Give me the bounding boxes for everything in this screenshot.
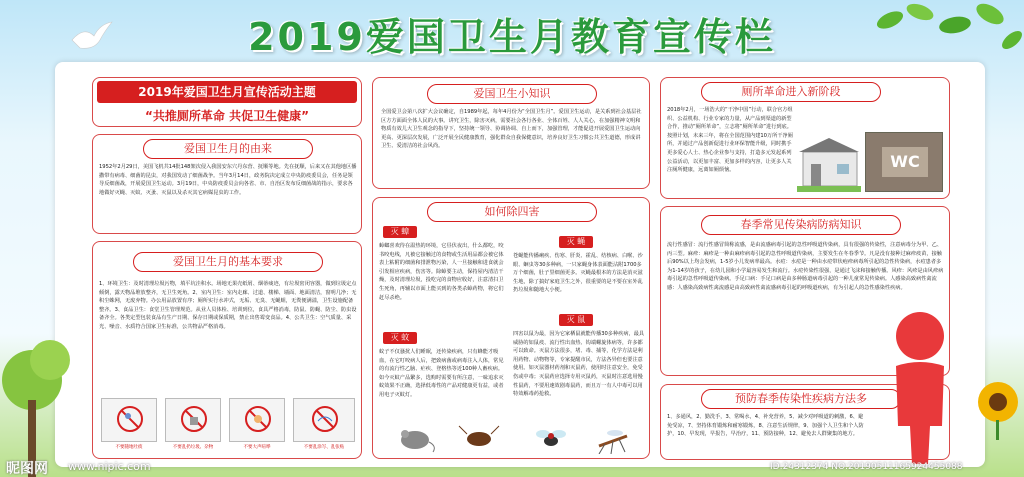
mosquito-icon — [591, 424, 635, 454]
pests-panel — [372, 197, 650, 459]
pests-header: 如何除四害 — [427, 202, 597, 222]
cockroach-icon — [457, 424, 501, 454]
no-spitting-icon — [102, 399, 158, 443]
caption-noise: 不要大声喧哗 — [243, 445, 271, 450]
rat-tag: 灭 鼠 — [559, 314, 593, 326]
knowledge-header: 爱国卫生小知识 — [427, 84, 597, 104]
cockroach-tag: 灭 蟑 — [383, 226, 417, 238]
watermark-url: www.nipic.com — [68, 460, 151, 473]
requirements-panel — [92, 241, 362, 459]
fly-text: 苍蝇能传播痢疾、伤寒、肝炎、霍乱、结核病、白喉、沙眼、蛔虫等30多种病，一只家蝇身体表面能沾附1700多万个细菌，肚子里细菌更多。灭蝇最根本的方法是消灭滋生地，除了搞好家庭卫生之外，很重要的是不要在室外乱扔垃圾和随地大小便。 — [513, 253, 643, 294]
watermark-logo: 昵图网 — [6, 461, 48, 477]
origin-header: 爱国卫生月的由来 — [143, 139, 313, 159]
slogan: “共推厕所革命 共促卫生健康” — [145, 109, 309, 123]
caption-graffiti: 不要乱涂写、乱张贴 — [303, 445, 345, 450]
toilet-header: 厕所革命进入新阶段 — [701, 82, 881, 102]
knowledge-text: 全国爱卫会第八次扩大会议确定，自1989年起，每年4月份为“全国卫生月”。爱国卫生运动，是关系到社会基层社区方方面面全体人民的大事。讲究卫生，除害灭病，需要社会各行各业、全体百姓、人人关心，在加强精神文明和物质有效儿大卫生观念的指导下，坚持统一领导、协调协调、自上而下，加强管理，才能促进开展爱国卫生运动向更高、更深层次发展，广泛开展全民健康教育，强化群众自我保健意识，培养良好卫生习惯公共卫生道德，形成讲卫生、爱清洁的社会风尚。 — [381, 109, 642, 150]
rat-icon — [393, 424, 437, 454]
rat-text: 四害以鼠为最，因为它家栖鼠就能传播30多种疾病，最具威胁的如鼠疫、流行性出血热、钩端螺旋体病等，许多都可以致命。灭鼠方法很多，堵、毒、捕等，化学方法是利用药物、动物物等，专家提醒市民，方法各异但也要注意使用。如灭鼠器材药剂和灭鼠药，使用时注意安全，免受伤或中毒；灭鼠药应选择专用灭鼠药，灭鼠时注意选用慢性鼠药，不要用速效剧毒鼠药，而且万一有人中毒可以用特效解毒药抢救。 — [513, 331, 645, 398]
no-noise-icon — [230, 399, 286, 443]
spring-header: 春季常见传染病防病知识 — [701, 215, 901, 235]
knowledge-panel — [372, 77, 650, 189]
fly-icon — [529, 424, 573, 454]
no-noise-illustration — [229, 398, 285, 442]
no-spitting-illustration — [101, 398, 157, 442]
tree-icon — [0, 330, 70, 477]
origin-panel — [92, 134, 362, 234]
wc-door-panel — [865, 132, 943, 192]
theme-header: 2019年爱国卫生月宣传活动主题 — [97, 81, 357, 103]
dove-icon — [70, 20, 114, 54]
toilet-building-icon — [797, 130, 861, 192]
fly-tag: 灭 蝇 — [559, 236, 593, 248]
no-littering-illustration — [165, 398, 221, 442]
person-silhouette-icon — [880, 306, 960, 466]
page-title: 2019爱国卫生月教育宣传栏 — [248, 15, 776, 59]
wc-sign: WC — [882, 147, 928, 177]
watermark-id: ID:24312374 NO:20190511165924455088 — [770, 462, 963, 472]
spring-text: 流行性感冒：流行性感冒简称流感，是由流感病毒引起的急性呼吸道传染病，具有很强的传染性，注意病毒分为甲、乙、丙三型。麻疹：麻疹是一种由麻疹病毒引起的急性呼吸道传染病，主要发生在冬春季节。凡是没有接种过麻疹疫苗，接触后90%以上均会发病，1-5岁小儿发病率最高。水痘：水痘是一种由水痘带状疱疹病毒所引起的急性传染病，水痘患者多为1-14岁的孩子，在幼儿园和小学最容易发生和流行。水痘传染性很强，是通过飞沫和接触传播。风疹：风疹是由风疹病毒引起的急性呼吸道传染病。手足口病：手足口病是由多种肠道病毒引起的一种儿童常见传染病。人感染高致病性禽流感：人感染高致病性禽流感是由高致病性禽流感病毒引起的呼吸道疾病，有为引起人的急性感染性疾病。 — [667, 242, 944, 291]
theme-panel — [92, 77, 362, 127]
leaves-icon — [850, 0, 1024, 60]
caption-littering: 不要乱扔垃圾、杂物 — [172, 445, 214, 450]
no-graffiti-illustration — [293, 398, 355, 442]
mosquito-tag: 灭 蚊 — [383, 332, 417, 344]
sunflower-icon — [972, 380, 1024, 440]
requirements-text: 1、环境卫生：及时清理垃圾污物，填平坑洼积水。场地无果壳纸屑、烟蒂痰迹，有垃圾密闭容器，做到垃圾定点倾倒，露天物品堆放整齐，无卫生死角。2、室内卫生：室内走廊、过道、楼梯、墙面、地面清洁，窗明几净；无积尘蛛网，无废弃物。办公用品放置有序；厕所实行水冲式，无垢、无臭、无蝇蛆，无粪便满溢，卫生设施配备整齐。3、食品卫生：食堂卫生管理规范。从业人员体检、培训到位，食具严格消毒，防鼠、防蝇、防尘、防虫设备齐全。各类定型包装食品有生产日期、保存日期或保质期，禁止出售霉变食品。4、公共卫生：空气质量、采光、噪音、水质符合国家卫生标准，公共物品严格消毒。 — [99, 281, 357, 330]
prevent-header: 预防春季传染性疾病方法多 — [701, 389, 901, 409]
origin-text: 1952年2月29日，美国飞机共14批148架次侵入我国安东穴丹东营、抚顺等地。先在抚顺，后来又在其他地区播撒带有病毒、细菌的昆虫，对我国发动了细菌战争。当年3月14日，政务院决定成立中央防疫委员会，任务是领导反细菌战，开展爱国卫生运动。3月19日，中央防疫委员会向各省、市、自治区发布反细菌战的指示，要求各地做好灭蝇、灭蚊、灭蚤、灭鼠以及杀灭其它病媒昆虫的工作。 — [99, 164, 357, 196]
cockroach-text: 蟑螂喜欢待在温热的环境，它昼伏夜出，什么都吃，咬书咬电线，凡被它接触过的食物或生活用品都会被它体表上粘附的细菌和排泄物污染，人一旦接触和进食就会引发相应疾病，伤害等。除蟑要主动，保持屋内清洁干燥，及时清理垃圾，投吃完的食物应收好，注意清扫卫生死角，再辅以市面上能买到的各类杀蟑药物，将它们赶尽杀绝。 — [379, 243, 504, 301]
no-graffiti-icon — [294, 399, 356, 443]
caption-spitting: 不要随地吐痰 — [115, 445, 143, 450]
requirements-header: 爱国卫生月的基本要求 — [133, 252, 323, 272]
mosquito-text: 蚊子不仅骚扰人们睡眠，还传染疾病，只有蜂能才吸血，在它叮咬病人后，把致病菌或病毒注入人体，常见的有流行性乙脑、疟疾、登格热等近100种人畜疾病。如今灭蚊产品繁多，选购时需要有所注意，一味追求灭蚊效果不正确，选择低毒性的产品对健康更有益，或者用电子灭蚊灯。 — [379, 349, 504, 398]
toilet-panel — [660, 77, 950, 199]
toilet-text: 2018年2月，一场浩大的“干净中国”行动，联合官方组织、公益机构、行业专家的力量，从产品到渠道的新型合作，推动“厕所革命”，立志将“厕所革命”进行到底。按照计划，未来三年，将在全国范围内建10万所干净厕所，并通过产品创新促进行业环保智能升级，同时携手更多爱心人士、热心企业参与支持，打造多元发起系列公益活动，以更加丰富、更加多样的内容，让更多人关注厕所健康，远离如厕烦恼。 — [667, 107, 793, 174]
no-littering-icon — [166, 399, 222, 443]
prevent-text: 1、多通风，2、勤洗手，3、常喝水，4、补充营养，5、减少对呼吸道的刺激，6、避免受凉，7、坚持体育锻炼和耐寒锻炼，8、注意生活规律，9、加强个人卫生和个人防护，10、早发现，早报告，早治疗，11、预防接种，12、避免去人群聚集的地方。 — [667, 414, 864, 438]
